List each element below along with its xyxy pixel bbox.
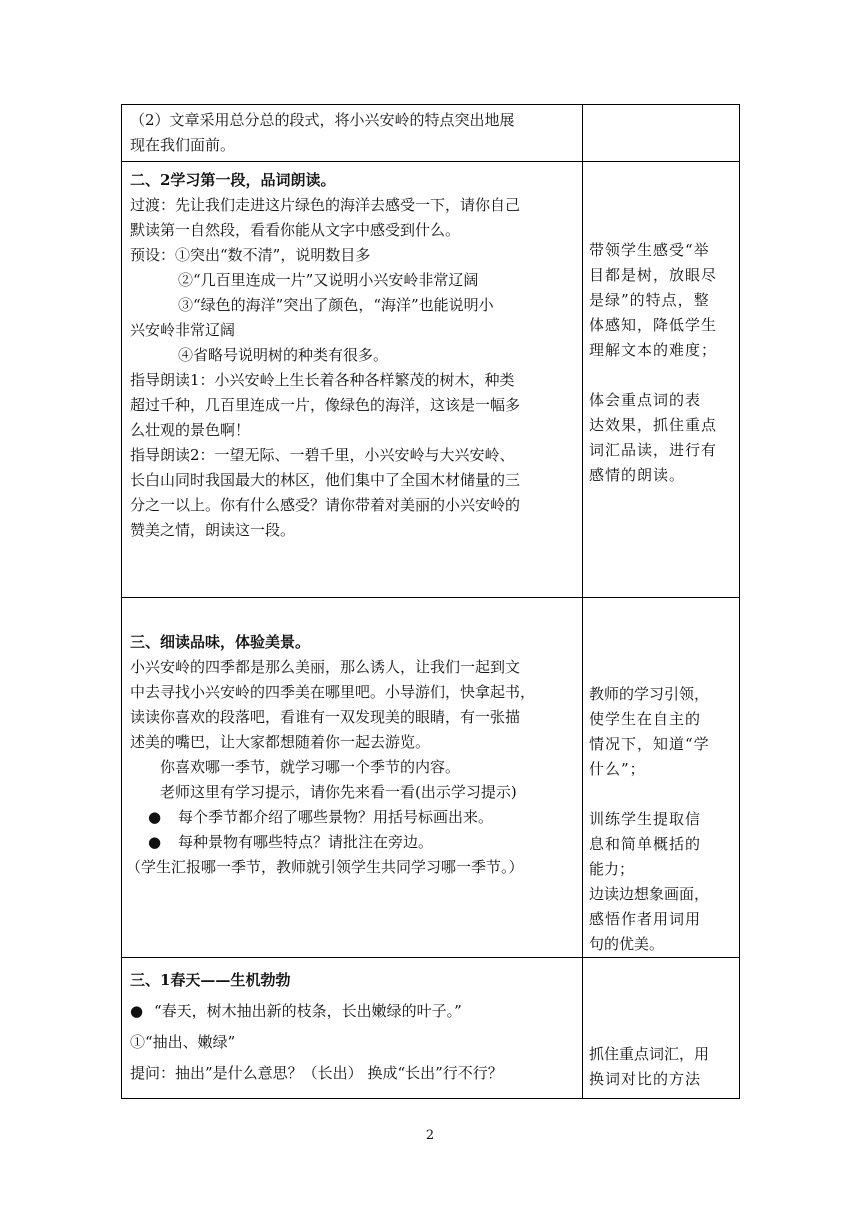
text-line: 述美的嘴巴，让大家都想随着你一起去游览。	[130, 733, 431, 751]
main-cell	[122, 162, 583, 598]
note-line: 抓住重点词汇，用	[589, 1045, 710, 1063]
note-line: 是绿”的特点，整	[589, 291, 710, 309]
text-line: 读读你喜欢的段落吧，看谁有一双发现美的眼睛，有一张描	[130, 708, 521, 726]
section-heading: 三、细读品味，体验美景。	[130, 633, 311, 651]
note-line: 感悟作者用词用	[589, 910, 702, 928]
note-line: 情况下，知道“学	[589, 735, 710, 753]
page-number: 2	[425, 1128, 435, 1143]
list-item-text: 每个季节都介绍了哪些景物？用括号标画出来。	[178, 808, 494, 826]
note-line: 训练学生提取信	[589, 810, 702, 828]
list-item	[130, 999, 574, 1030]
table-row	[122, 598, 740, 958]
note-line: 理解文本的难度；	[589, 341, 718, 359]
note-line: 息和简单概括的	[589, 835, 702, 853]
note-line: 使学生在自主的	[589, 710, 702, 728]
text-line: 超过千种，几百里连成一片，像绿色的海洋，这该是一幅多	[130, 396, 521, 414]
list-item	[130, 830, 574, 855]
text-line: 长白山同时我国最大的林区，他们集中了全国木材储量的三	[130, 471, 521, 489]
table-row	[122, 105, 740, 162]
list-item	[130, 805, 574, 830]
text-line: 分之一以上。你有什么感受？请你带着对美丽的小兴安岭的	[130, 496, 521, 514]
text-line: ①“抽出、嫩绿”	[130, 1033, 236, 1051]
text-line: 老师这里有学习提示，请你先来看一看(出示学习提示)	[160, 783, 517, 801]
text-line: 小兴安岭的四季都是那么美丽，那么诱人，让我们一起到文	[130, 658, 521, 676]
text-line: 现在我们面前。	[130, 136, 236, 154]
side-cell	[583, 105, 740, 162]
bullet-icon: ●	[148, 833, 162, 851]
table-row	[122, 162, 740, 598]
section-heading: 三、1春天——生机勃勃	[130, 971, 291, 989]
note-line: 能力；	[589, 860, 635, 878]
text-line: ④省略号说明树的种类有很多。	[178, 346, 389, 364]
main-cell	[122, 958, 583, 1099]
list-item-text: “春天，树木抽出新的枝条，长出嫩绿的叶子。”	[154, 1002, 462, 1020]
text-line: 指导朗读1：小兴安岭上生长着各种各样繁茂的树木，种类	[130, 371, 515, 389]
bullet-icon: ●	[148, 808, 162, 826]
text-line: 默读第一自然段，看看你能从文字中感受到什么。	[130, 221, 461, 239]
note-line: 体会重点词的表	[589, 391, 702, 409]
text-line: 兴安岭非常辽阔	[130, 321, 236, 339]
text-line: 提问：抽出”是什么意思？（长出） 换成“长出”行不行？	[130, 1064, 503, 1082]
list-item-text: 每种景物有哪些特点？请批注在旁边。	[178, 833, 434, 851]
note-line: 带领学生感受“举	[589, 241, 710, 259]
text-line: 过渡：先让我们走进这片绿色的海洋去感受一下，请你自己	[130, 196, 521, 214]
note-line: 教师的学习引领，	[589, 685, 710, 703]
bullet-icon: ●	[130, 1002, 144, 1020]
text-line: （学生汇报哪一季节，教师就引领学生共同学习哪一季节。）	[126, 858, 524, 876]
note-line: 体感知，降低学生	[589, 316, 718, 334]
text-line: 你喜欢哪一季节，就学习哪一个季节的内容。	[160, 758, 461, 776]
text-line: ③“绿色的海洋”突出了颜色，“海洋”也能说明小	[178, 296, 494, 314]
main-cell	[122, 105, 583, 162]
note-line: 边读边想象画面，	[589, 885, 710, 903]
side-cell	[583, 958, 740, 1099]
note-line: 换词对比的方法	[589, 1070, 702, 1088]
note-line: 什么”；	[589, 760, 646, 778]
text-line: 么壮观的景色啊！	[130, 421, 251, 439]
note-line: 目都是树，放眼尽	[589, 266, 718, 284]
side-cell	[583, 162, 740, 598]
text-line: 赞美之情，朗读这一段。	[130, 521, 296, 539]
text-line: 指导朗读2：一望无际、一碧千里，小兴安岭与大兴安岭、	[130, 446, 515, 464]
table-row	[122, 958, 740, 1099]
note-line: 句的优美。	[589, 935, 665, 953]
text-line: 中去寻找小兴安岭的四季美在哪里吧。小导游们，快拿起书，	[130, 683, 536, 701]
side-cell	[583, 598, 740, 958]
main-cell	[122, 598, 583, 958]
note-line: 词汇品读，进行有	[589, 441, 718, 459]
text-line: 预设：①突出“数不清”，说明数目多	[130, 246, 371, 264]
section-heading: 二、2学习第一段，品词朗读。	[130, 171, 336, 189]
text-line: ②“几百里连成一片”又说明小兴安岭非常辽阔	[178, 271, 479, 289]
lesson-plan-table	[121, 104, 740, 1099]
text-line: （2）文章采用总分总的段式，将小兴安岭的特点突出地展	[130, 111, 515, 129]
note-line: 达效果，抓住重点	[589, 416, 718, 434]
note-line: 感情的朗读。	[589, 466, 686, 484]
